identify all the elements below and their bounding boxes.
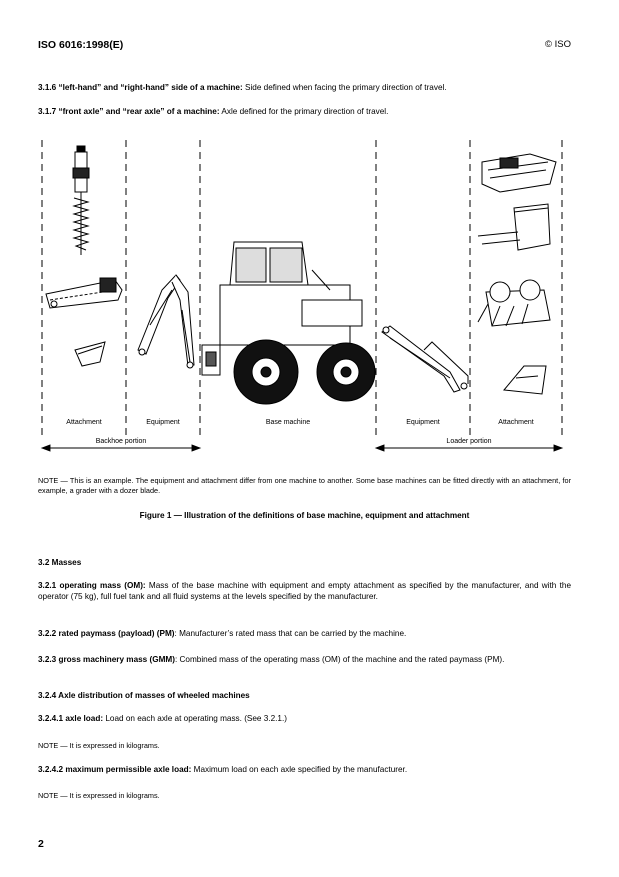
label-attachment-right: Attachment bbox=[498, 419, 534, 426]
label-attachment-left: Attachment bbox=[66, 419, 102, 426]
definition-text: Mass of the base machine with equipment and empty attachment as specified by the manufacturer, and with the operator (75 kg), full fuel tank and all fluid systems at the levels specified by the manufacturer. bbox=[38, 581, 571, 602]
definition-3-2-4-2 bbox=[38, 764, 571, 775]
definition-text: Load on each axle at operating mass. (See 3.2.1.) bbox=[103, 714, 287, 723]
loader-bucket-attachment-drawing bbox=[504, 366, 546, 394]
small-bucket-drawing bbox=[75, 342, 105, 366]
term: 3.2.4.1 axle load: bbox=[38, 714, 104, 723]
term: 3.1.6 “left-hand” and “right-hand” side of a machine: bbox=[38, 83, 243, 92]
page-number: 2 bbox=[38, 838, 44, 850]
definition-3-2-4-1 bbox=[38, 713, 571, 724]
definition-3-2-3 bbox=[38, 654, 571, 665]
figure-caption: Figure 1 — Illustration of the definitions of base machine, equipment and attachment bbox=[139, 511, 470, 520]
label-backhoe-portion: Backhoe portion bbox=[95, 438, 147, 445]
portion-arrows bbox=[42, 445, 562, 451]
machine-figure bbox=[30, 140, 580, 455]
term: 3.2.3 gross machinery mass (GMM) bbox=[38, 655, 175, 664]
note-max-axle-load: NOTE — It is expressed in kilograms. bbox=[38, 791, 160, 800]
note-axle-load: NOTE — It is expressed in kilograms. bbox=[38, 741, 160, 750]
standard-designation: ISO 6016:1998(E) bbox=[38, 39, 124, 51]
definition-text: : Combined mass of the operating mass (OM) of the machine and the rated paymass (PM). bbox=[174, 655, 505, 664]
subsection-heading-axle-distribution: 3.2.4 Axle distribution of masses of wheeled machines bbox=[38, 691, 250, 700]
term: 3.2.4.2 maximum permissible axle load: bbox=[38, 765, 192, 774]
definition-3-1-7 bbox=[38, 106, 571, 117]
definition-3-2-1 bbox=[38, 580, 571, 602]
definition-text: Side defined when facing the primary direction of travel. bbox=[242, 83, 447, 92]
backhoe-equipment-drawing bbox=[138, 275, 194, 368]
label-loader-portion: Loader portion bbox=[446, 438, 492, 445]
definition-3-2-2 bbox=[38, 628, 571, 639]
definition-text: : Manufacturer’s rated mass that can be carried by the machine. bbox=[174, 629, 407, 638]
definition-text: Maximum load on each axle specified by the manufacturer. bbox=[191, 765, 408, 774]
pallet-fork-attachment-drawing bbox=[478, 204, 550, 250]
broom-attachment-drawing bbox=[482, 154, 556, 192]
copyright-notice: © ISO bbox=[544, 39, 571, 50]
auger-attachment-drawing bbox=[73, 146, 89, 255]
figure-note: NOTE — This is an example. The equipment and attachment differ from one machine to another. Some base machines can be fitted directly with an attachment, for example, a grader with a dozer blade. bbox=[38, 476, 571, 495]
loader-equipment-drawing bbox=[382, 326, 468, 392]
trencher-attachment-drawing bbox=[46, 278, 122, 308]
term: 3.1.7 “front axle” and “rear axle” of a machine: bbox=[38, 107, 220, 116]
base-machine-drawing bbox=[202, 242, 375, 404]
label-equipment-right: Equipment bbox=[406, 419, 440, 426]
term: 3.2.2 rated paymass (payload) (PM) bbox=[38, 629, 175, 638]
section-heading-masses: 3.2 Masses bbox=[38, 558, 82, 567]
definition-3-1-6 bbox=[38, 82, 571, 93]
term: 3.2.1 operating mass (OM): bbox=[38, 581, 146, 590]
grapple-attachment-drawing bbox=[478, 280, 550, 326]
label-equipment-left: Equipment bbox=[146, 419, 180, 426]
label-base-machine: Base machine bbox=[265, 419, 311, 426]
definition-text: Axle defined for the primary direction of travel. bbox=[219, 107, 389, 116]
